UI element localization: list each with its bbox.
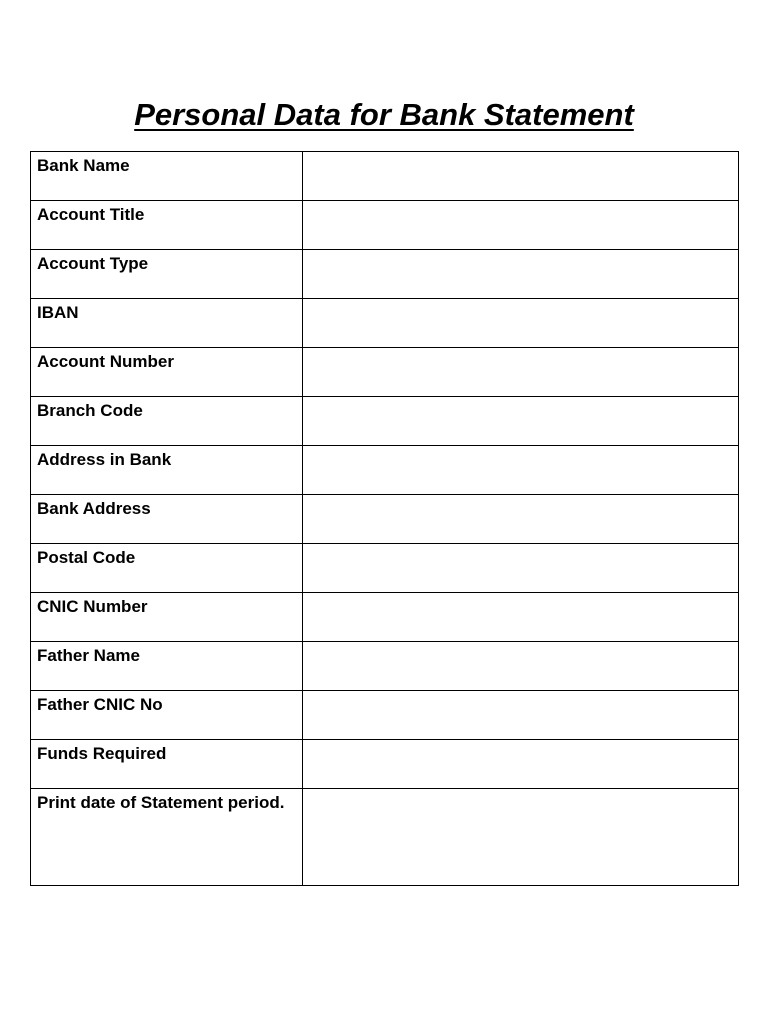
row-label-father-cnic-no: Father CNIC No [31,691,303,740]
row-value-cnic-number[interactable] [303,593,739,642]
table-row [31,152,739,201]
row-label-postal-code: Postal Code [31,544,303,593]
table-row [31,740,739,789]
row-value-father-name[interactable] [303,642,739,691]
row-label-account-type: Account Type [31,250,303,299]
row-value-father-cnic-no[interactable] [303,691,739,740]
row-label-cnic-number: CNIC Number [31,593,303,642]
personal-data-table [30,151,739,886]
table-row [31,201,739,250]
row-value-bank-name[interactable] [303,152,739,201]
table-row [31,642,739,691]
row-value-bank-address[interactable] [303,495,739,544]
table-row [31,691,739,740]
row-label-funds-required: Funds Required [31,740,303,789]
row-value-branch-code[interactable] [303,397,739,446]
page-title: Personal Data for Bank Statement [134,97,634,132]
table-row [31,593,739,642]
row-label-address-in-bank: Address in Bank [31,446,303,495]
row-value-postal-code[interactable] [303,544,739,593]
row-label-bank-name: Bank Name [31,152,303,201]
row-value-account-type[interactable] [303,250,739,299]
row-label-branch-code: Branch Code [31,397,303,446]
row-value-iban[interactable] [303,299,739,348]
row-value-account-number[interactable] [303,348,739,397]
row-label-account-number: Account Number [31,348,303,397]
table-row [31,544,739,593]
table-row [31,397,739,446]
row-value-print-date-of-statement-period[interactable] [303,789,739,886]
row-label-father-name: Father Name [31,642,303,691]
row-label-bank-address: Bank Address [31,495,303,544]
row-label-print-date-of-statement-period: Print date of Statement period. [31,789,303,886]
table-row [31,250,739,299]
table-row [31,348,739,397]
row-value-address-in-bank[interactable] [303,446,739,495]
row-value-funds-required[interactable] [303,740,739,789]
table-row [31,446,739,495]
row-value-account-title[interactable] [303,201,739,250]
personal-data-table-body [31,152,739,886]
row-label-account-title: Account Title [31,201,303,250]
row-label-iban: IBAN [31,299,303,348]
table-row [31,299,739,348]
table-row [31,495,739,544]
table-row [31,789,739,886]
